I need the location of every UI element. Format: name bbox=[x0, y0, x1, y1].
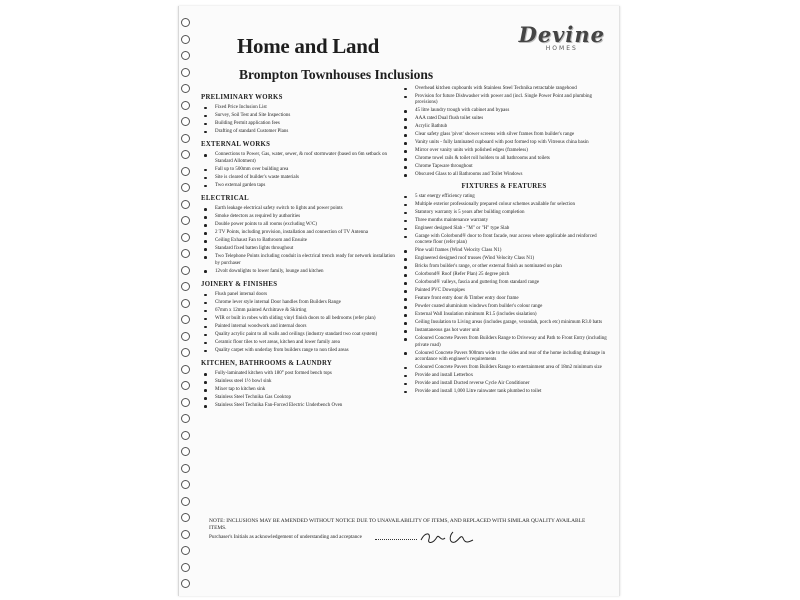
list-item: 45 litre laundry trough with cabinet and bypass bbox=[401, 108, 607, 114]
right-section bbox=[401, 183, 607, 396]
list-item: Coloured Concrete Pavers 900mm wide to the sides and rear of the home including drainage in accordance with engineer's requirements bbox=[401, 351, 607, 364]
list-item: AAA rated Dual flush toilet suites bbox=[401, 116, 607, 122]
left-section bbox=[201, 360, 395, 409]
binding-ring bbox=[181, 183, 190, 192]
section-heading: JOINERY & FINISHES bbox=[201, 281, 278, 289]
binding-ring bbox=[181, 530, 190, 539]
list-item: Fall up to 500mm over building area bbox=[201, 167, 395, 173]
list-item: Colorbond® Roof (Refer Plan) 25 degree pitch bbox=[401, 272, 607, 278]
binding-ring bbox=[181, 348, 190, 357]
logo-subtext: HOMES bbox=[545, 45, 578, 52]
list-item: Chrome towel rails & toilet roll holders to all bathrooms and toilets bbox=[401, 156, 607, 162]
binding-ring bbox=[181, 579, 190, 588]
section-heading: ELECTRICAL bbox=[201, 195, 249, 203]
list-item: 2 TV Points, including provision, installation and connection of TV Antenna bbox=[201, 230, 395, 236]
section-heading: FIXTURES & FEATURES bbox=[461, 182, 547, 190]
note-text: NOTE: INCLUSIONS MAY BE AMENDED WITHOUT NOTICE DUE TO UNAVAILABILITY OF ITEMS, AND REPLACED WITH SIMILAR QUALITY AVAILABLE ITEMS. bbox=[209, 518, 586, 531]
left-section bbox=[201, 141, 395, 189]
binding-ring bbox=[181, 35, 190, 44]
list-item: Acrylic Bathtub bbox=[401, 124, 607, 130]
list-item: Instantaneous gas hot water unit bbox=[401, 328, 607, 334]
list-item: Site is cleared of builder's waste materials bbox=[201, 175, 395, 181]
document-title: Home and Land bbox=[237, 34, 379, 58]
inclusion-list bbox=[401, 194, 607, 396]
left-section bbox=[201, 195, 395, 275]
binding-ring bbox=[181, 447, 190, 456]
left-section bbox=[201, 94, 395, 135]
list-item: Mixer tap to kitchen sink bbox=[201, 387, 395, 393]
list-item: Coloured Concrete Pavers from Builders Range to Driveway and Path to Front Entry (including private road) bbox=[401, 336, 607, 349]
list-item: 67mm x 12mm painted Architrave & Skirting bbox=[201, 308, 395, 314]
signature-initials bbox=[419, 526, 479, 548]
inclusion-list bbox=[201, 105, 395, 135]
list-item: Fixed Price Inclusion List bbox=[201, 105, 395, 111]
left-column bbox=[201, 92, 395, 416]
kitchen-bathroom-continued-list bbox=[401, 86, 607, 179]
list-item: Smoke detectors as required by authorities bbox=[201, 214, 395, 220]
list-item: Provide and install 1,000 Litre rainwater tank plumbed to toilet bbox=[401, 389, 607, 395]
list-item: Connections to Power, Gas, water, sewer, & roof stormwater (based on 6m setback on Standard Allotment) bbox=[201, 152, 395, 165]
binding-ring bbox=[181, 233, 190, 242]
list-item: Stainless Steel Technika Gas Cooktop bbox=[201, 395, 395, 401]
binding-ring bbox=[181, 365, 190, 374]
left-section bbox=[201, 281, 395, 354]
section-heading: PRELIMINARY WORKS bbox=[201, 94, 283, 101]
binding-ring bbox=[181, 51, 190, 60]
document-page bbox=[178, 6, 620, 596]
list-item: Drafting of standard Customer Plans bbox=[201, 129, 395, 135]
list-item: Coloured Concrete Pavers from Builders Range to entertainment area of 18m2 minimum size bbox=[401, 365, 607, 371]
binding-ring bbox=[181, 464, 190, 473]
list-item: Garage with Colorbond® door to front facade, rear access where applicable and reinforced concrete floor (refer plan) bbox=[401, 234, 607, 247]
list-item: Fully-laminated kitchen with 180° post formed bench tops bbox=[201, 371, 395, 377]
binding-ring bbox=[181, 18, 190, 27]
acknowledgement-text: Purchaser's Initials as acknowledgement of understanding and acceptance bbox=[209, 534, 362, 540]
binding-ring bbox=[181, 546, 190, 555]
list-item: Vanity units - fully laminated cupboard with post formed top with Vitreous china basin bbox=[401, 140, 607, 146]
list-item: Statutory warranty is 5 years after building completion bbox=[401, 210, 607, 216]
binding-ring bbox=[181, 266, 190, 275]
binding-ring bbox=[181, 167, 190, 176]
list-item: Ceiling Insulation to Living areas (includes garage, verandah, porch etc) minimum R3.0 batts bbox=[401, 320, 607, 326]
binding-ring bbox=[181, 101, 190, 110]
right-column bbox=[401, 86, 607, 401]
binding-ring bbox=[181, 216, 190, 225]
list-item: Flush panel internal doors bbox=[201, 292, 395, 298]
inclusion-list bbox=[201, 292, 395, 354]
binding-ring bbox=[181, 497, 190, 506]
binding-ring bbox=[181, 381, 190, 390]
list-item: Ceiling Exhaust Fan to Bathroom and Ensuite bbox=[201, 238, 395, 244]
list-item: Ceramic floor tiles to wet areas, kitchen and lower family area bbox=[201, 340, 395, 346]
list-item: Painted PVC Downpipes bbox=[401, 288, 607, 294]
logo-wordmark: Devine bbox=[518, 22, 605, 47]
list-item: Two Telephone Points including conduit in electrical trench ready for network installation by purchaser bbox=[201, 254, 395, 267]
inclusions-note bbox=[209, 518, 599, 531]
binding-ring bbox=[181, 150, 190, 159]
list-item: 12volt downlights to lower family, lounge and kitchen bbox=[201, 269, 395, 275]
binding-ring bbox=[181, 68, 190, 77]
list-item: Clear safety glass 'pivot' shower screens with silver frames from builder's range bbox=[401, 132, 607, 138]
binding-ring bbox=[181, 249, 190, 258]
initials-line bbox=[375, 539, 417, 540]
section-heading: KITCHEN, BATHROOMS & LAUNDRY bbox=[201, 360, 333, 368]
list-item: Overhead kitchen cupboards with Stainless Steel Technika retractable rangehood bbox=[401, 86, 607, 92]
list-item: Obscured Glass to all Bathrooms and Toilet Windows bbox=[401, 172, 607, 178]
binding-ring bbox=[181, 299, 190, 308]
binding-ring bbox=[181, 134, 190, 143]
binding-ring bbox=[181, 84, 190, 93]
binding-ring bbox=[181, 117, 190, 126]
list-item: Feature front entry door & Timber entry door frame bbox=[401, 296, 607, 302]
list-item: Provision for future Dishwasher with power and (incl. Single Power Point and plumbing provisions) bbox=[401, 94, 607, 107]
binding-ring bbox=[181, 282, 190, 291]
list-item: Multiple exterior professionally prepared colour schemes available for selection bbox=[401, 202, 607, 208]
list-item: Double power points to all rooms (excluding W/C) bbox=[201, 222, 395, 228]
binding-ring bbox=[181, 513, 190, 522]
binding-ring bbox=[181, 414, 190, 423]
list-item: Painted internal woodwork and internal doors bbox=[201, 324, 395, 330]
brand-logo bbox=[519, 22, 605, 52]
inclusion-list bbox=[201, 152, 395, 189]
inclusion-list bbox=[201, 371, 395, 409]
list-item: Standard fixed batten lights throughout bbox=[201, 246, 395, 252]
list-item: Chrome Tapware throughout bbox=[401, 164, 607, 170]
binding-ring bbox=[181, 563, 190, 572]
list-item: Stainless steel 1½ bowl sink bbox=[201, 379, 395, 385]
list-item: Quality acrylic paint to all walls and ceilings (industry standard two coat system) bbox=[201, 332, 395, 338]
binding-ring bbox=[181, 200, 190, 209]
list-item: Provide and install Ducted reverse Cycle Air Conditioner bbox=[401, 381, 607, 387]
list-item: 5 star energy efficiency rating bbox=[401, 194, 607, 200]
list-item: Engineer designed Slab - "M" or "H" type Slab bbox=[401, 226, 607, 232]
list-item: Three months maintenance warranty bbox=[401, 218, 607, 224]
list-item: Earth leakage electrical safety switch to lights and power points bbox=[201, 206, 395, 212]
list-item: Engineered designed roof trusses (Wind Velocity Class N1) bbox=[401, 256, 607, 262]
list-item: Chrome lever style internal Door handles from Builders Range bbox=[201, 300, 395, 306]
list-item: Quality carpet with underlay from builders range to non tiled areas bbox=[201, 348, 395, 354]
list-item: WIR or built in robes with sliding vinyl finish doors to all bedrooms (refer plan) bbox=[201, 316, 395, 322]
binding-ring bbox=[181, 431, 190, 440]
list-item: Survey, Soil Test and Site Inspections bbox=[201, 113, 395, 119]
list-item: Pine wall frames (Wind Velocity Class N1) bbox=[401, 248, 607, 254]
list-item: Stainless Steel Technika Fan-Forced Electric Underbench Oven bbox=[201, 403, 395, 409]
binding-ring bbox=[181, 332, 190, 341]
document-subtitle: Brompton Townhouses Inclusions bbox=[239, 67, 434, 82]
list-item: Two external garden taps bbox=[201, 183, 395, 189]
list-item: Powder coated aluminium windows from builder's colour range bbox=[401, 304, 607, 310]
binding-ring bbox=[181, 480, 190, 489]
list-item: External Wall Insulation minimum R1.5 (includes sisalation) bbox=[401, 312, 607, 318]
list-item: Bricks from builder's range, or other external finish as nominated on plan bbox=[401, 264, 607, 270]
list-item: Building Permit application fees bbox=[201, 121, 395, 127]
binding-rings bbox=[179, 6, 193, 596]
inclusion-list bbox=[201, 206, 395, 275]
list-item: Colorbond® valleys, fascia and guttering from standard range bbox=[401, 280, 607, 286]
list-item: Provide and install Letterbox bbox=[401, 373, 607, 379]
binding-ring bbox=[181, 315, 190, 324]
binding-ring bbox=[181, 398, 190, 407]
section-heading: EXTERNAL WORKS bbox=[201, 141, 271, 149]
list-item: Mirror over vanity units with polished edges (frameless) bbox=[401, 148, 607, 154]
